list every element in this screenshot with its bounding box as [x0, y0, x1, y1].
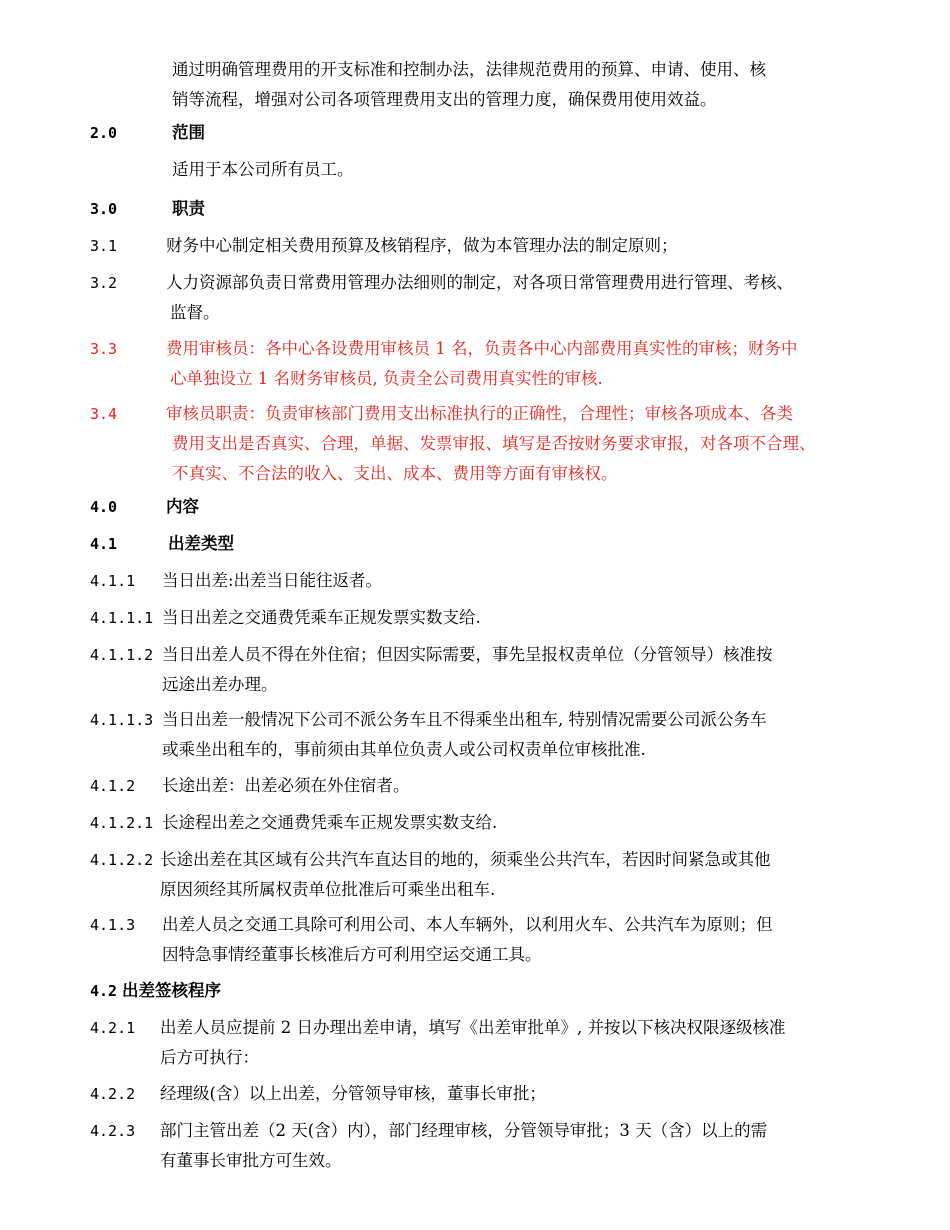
- item-line: 原因须经其所属权责单位批准后可乘坐出租车.: [160, 880, 496, 899]
- item-number: 3.4: [90, 405, 118, 423]
- item-line: 出差人员之交通工具除可利用公司、本人车辆外，以利用火车、公共汽车为原则；但: [162, 915, 773, 934]
- item-number: 3.3: [90, 340, 118, 358]
- item-text: [166, 268, 793, 328]
- item-text: [162, 640, 773, 700]
- item-line: 心单独设立 1 名财务审核员, 负责全公司费用真实性的审核.: [170, 369, 603, 388]
- item-line: 部门主管出差（2 天(含）内），部门经理审核，分管领导审批；3 天（含）以上的需: [160, 1121, 768, 1140]
- item-number: 4.1.1.1: [90, 609, 154, 627]
- item-line: 费用支出是否真实、合理，单据、发票审报、填写是否按财务要求审报，对各项不合理、: [172, 434, 816, 453]
- item-line: 或乘坐出租车的，事前须由其单位负责人或公司权责单位审核批准.: [162, 740, 646, 759]
- item-text: [166, 231, 678, 261]
- item-line: 财务中心制定相关费用预算及核销程序，做为本管理办法的制定原则；: [166, 236, 678, 255]
- item-text-highlighted: [166, 399, 816, 489]
- section-title: 内容: [166, 497, 199, 516]
- item-line: 当日出差一般情况下公司不派公务车且不得乘坐出租车, 特别情况需要公司派公务车: [162, 710, 767, 729]
- item-text: [160, 845, 771, 905]
- item-line: 监督。: [170, 303, 220, 322]
- section-body-line: 适用于本公司所有员工。: [172, 160, 354, 179]
- item-number: 4.1.1.2: [90, 646, 154, 664]
- item-text: [162, 705, 767, 765]
- item-line: 经理级(含）以上出差，分管领导审核，董事长审批；: [160, 1084, 546, 1103]
- item-line: 当日出差之交通费凭乘车正规发票实数支给.: [162, 608, 481, 627]
- section-title: 范围: [172, 123, 205, 142]
- intro-line-1: 通过明确管理费用的开支标准和控制办法，法律规范费用的预算、申请、使用、核: [172, 60, 766, 79]
- section-body: [172, 155, 354, 185]
- subsection-number: 4.2: [90, 982, 118, 1000]
- item-number: 4.1.3: [90, 916, 136, 934]
- item-text: [160, 1013, 785, 1073]
- item-number: 3.2: [90, 274, 118, 292]
- item-number: 4.2.1: [90, 1019, 136, 1037]
- subsection-title: 出差类型: [168, 534, 234, 553]
- item-line: 远途出差办理。: [162, 675, 278, 694]
- subsection-number: 4.1: [90, 535, 118, 553]
- item-text: [162, 808, 497, 838]
- section-number: 4.0: [90, 498, 118, 516]
- item-number: 4.1.1.3: [90, 711, 154, 729]
- item-line: 因特急事情经董事长核准后方可利用空运交通工具。: [162, 945, 542, 964]
- intro-paragraph: [172, 55, 766, 115]
- item-line: 长途出差在其区域有公共汽车直达目的地的，须乘坐公共汽车，若因时间紧急或其他: [160, 850, 771, 869]
- item-text-highlighted: [166, 334, 798, 394]
- item-line: 后方可执行：: [160, 1048, 259, 1067]
- item-line: 不真实、不合法的收入、支出、成本、费用等方面有审核权。: [172, 464, 618, 483]
- item-number: 4.1.1: [90, 572, 136, 590]
- item-line: 当日出差:出差当日能往返者。: [162, 571, 383, 590]
- item-line: 审核员职责：负责审核部门费用支出标准执行的正确性，合理性；审核各项成本、各类: [166, 404, 793, 423]
- subsection-title: 出差签核程序: [122, 981, 221, 1000]
- item-line: 当日出差人员不得在外住宿；但因实际需要，事先呈报权责单位（分管领导）核准按: [162, 645, 773, 664]
- item-line: 长途程出差之交通费凭乘车正规发票实数支给.: [162, 813, 498, 832]
- section-number: 2.0: [90, 124, 118, 142]
- item-number: 4.2.2: [90, 1085, 136, 1103]
- item-line: 人力资源部负责日常费用管理办法细则的制定，对各项日常管理费用进行管理、考核、: [166, 273, 793, 292]
- item-number: 4.1.2.2: [90, 851, 154, 869]
- section-number: 3.0: [90, 200, 118, 218]
- item-text: [160, 1079, 546, 1109]
- item-text: [162, 771, 410, 801]
- item-text: [162, 566, 382, 596]
- item-text: [162, 603, 481, 633]
- item-text: [160, 1116, 767, 1176]
- item-line: 出差人员应提前 2 日办理出差申请，填写《出差审批单》, 并按以下核决权限逐级核准: [160, 1018, 786, 1037]
- item-number: 4.2.3: [90, 1122, 136, 1140]
- item-number: 3.1: [90, 237, 118, 255]
- item-text: [162, 910, 773, 970]
- item-line: 有董事长审批方可生效。: [160, 1151, 342, 1170]
- item-line: 长途出差：出差必须在外住宿者。: [162, 776, 410, 795]
- item-line: 费用审核员：各中心各设费用审核员 1 名，负责各中心内部费用真实性的审核；财务中: [166, 339, 798, 358]
- item-number: 4.1.2.1: [90, 814, 154, 832]
- section-title: 职责: [172, 199, 205, 218]
- intro-line-2: 销等流程，增强对公司各项管理费用支出的管理力度，确保费用使用效益。: [172, 90, 717, 109]
- item-number: 4.1.2: [90, 777, 136, 795]
